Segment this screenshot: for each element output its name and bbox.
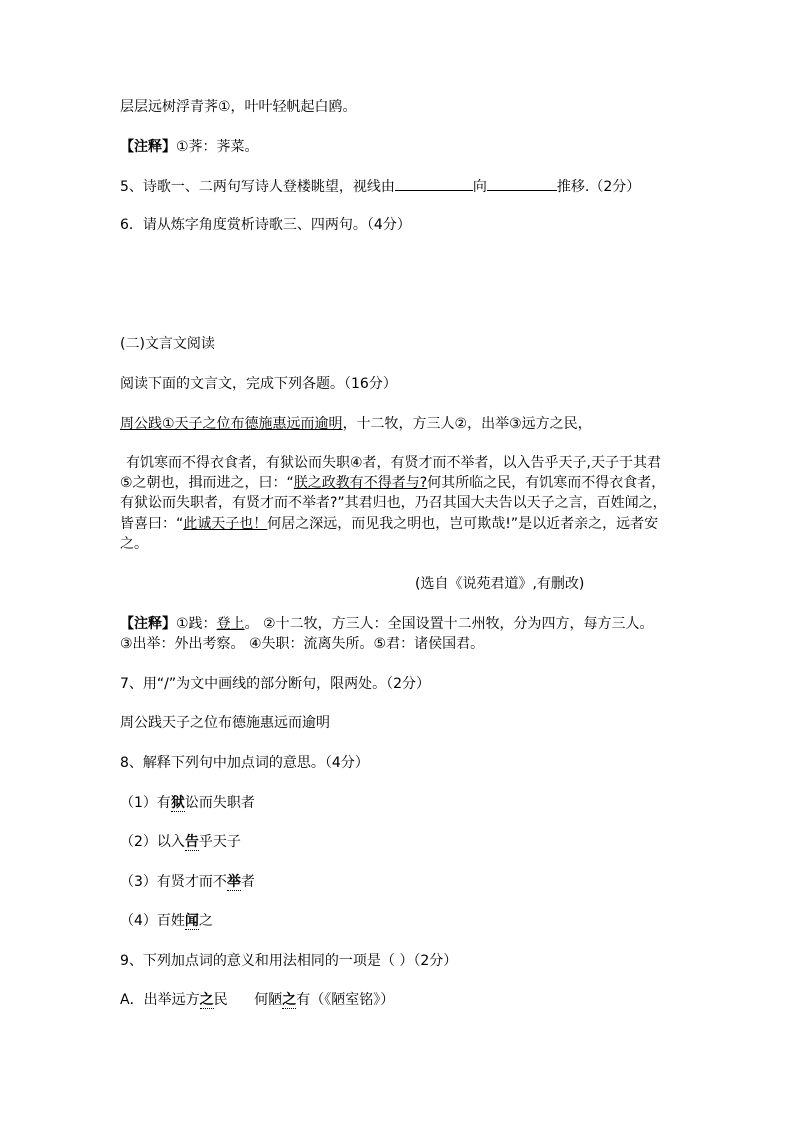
section-title: (二)文言文阅读 — [120, 336, 215, 352]
q5-mid: 向 — [472, 179, 487, 195]
item-text: 讼而失职者 — [184, 795, 255, 811]
dotted-word: 之 — [282, 992, 297, 1008]
passage-line-2: 有饥寒而不得衣食者，有狱讼而失职④者，有贤才而不举者，以入告乎天子,天子于其君 — [126, 455, 661, 471]
passage-source: (选自《说苑君道》,有删改) — [415, 576, 585, 592]
note-text-underlined: 登上 — [216, 616, 245, 632]
item-text: （2）以入 — [120, 834, 185, 850]
question-5 — [120, 176, 640, 197]
passage-text: 何其所临之民，有饥寒而不得衣食者， — [427, 475, 666, 491]
passage-line-3 — [120, 473, 665, 493]
dotted-word: 狱 — [170, 795, 185, 811]
q8-item-4 — [120, 911, 213, 931]
dotted-word: 闻 — [184, 913, 199, 929]
item-text: 乎天子 — [198, 834, 241, 850]
dotted-word: 告 — [184, 834, 199, 850]
item-text: （4）百姓 — [120, 913, 185, 929]
note-text: ①荠：荠菜。 — [176, 139, 259, 155]
passage-line-1 — [120, 414, 592, 434]
section-intro: 阅读下面的文言文，完成下列各题。（16分） — [120, 376, 397, 392]
q8-item-1 — [120, 793, 255, 813]
q8-item-2 — [120, 832, 241, 852]
underlined-sentence: 此诚天子也！ — [183, 516, 268, 532]
passage-line-5 — [120, 514, 658, 534]
q9-option-a — [120, 990, 394, 1010]
passage-line-6: 之。 — [120, 536, 148, 552]
dotted-word: 举 — [226, 874, 241, 890]
option-text: 民 何陋 — [213, 992, 283, 1008]
answer-blank-2[interactable] — [487, 176, 557, 191]
passage-text: ，十二牧，方三人②，出举③远方之民， — [342, 416, 592, 432]
question-8: 8、解释下列句中加点词的意思。（4分） — [120, 755, 369, 771]
note-label: 【注释】 — [120, 616, 176, 632]
note-text: 。 ②十二牧，方三人：全国设置十二州牧，分为四方，每方三人。 — [244, 616, 654, 632]
poem-line: 层层远树浮青荠①，叶叶轻帆起白鸥。 — [120, 99, 357, 115]
underlined-sentence: 周公践①天子之位布德施惠远而逾明 — [120, 416, 343, 432]
answer-blank-1[interactable] — [395, 176, 473, 191]
q5-post: 推移.（2分） — [556, 179, 641, 195]
note-text: ①践： — [176, 616, 217, 632]
question-7: 7、用“/”为文中画线的部分断句，限两处。（2分） — [120, 676, 431, 692]
question-7-text: 周公践天子之位布德施惠远而逾明 — [120, 715, 330, 731]
poem-note — [120, 137, 259, 157]
question-9: 9、下列加点词的意义和用法相同的一项是（ ）（2分） — [120, 953, 458, 969]
option-text: A．出举远方 — [120, 992, 200, 1008]
q5-pre: 5、诗歌一、二两句写诗人登楼眺望，视线由 — [120, 179, 395, 195]
dotted-word: 之 — [199, 992, 214, 1008]
item-text: （1）有 — [120, 795, 171, 811]
passage-notes-1 — [120, 614, 654, 634]
q8-item-3 — [120, 872, 255, 892]
passage-text: 皆喜曰：“ — [120, 516, 184, 532]
option-text: 有（《陋室铭》） — [296, 992, 395, 1008]
passage-line-4: 有狱讼而失职者，有贤才而不举者?”其君归也，乃召其国大夫告以天子之言，百姓闻之， — [120, 495, 667, 511]
item-text: （3）有贤才而不 — [120, 874, 227, 890]
passage-notes-2: ③出举：外出考察。 ④失职：流离失所。⑤君：诸侯国君。 — [120, 636, 485, 652]
passage-text: ⑤之朝也，揖而进之，曰：“ — [120, 475, 294, 491]
underlined-sentence: 朕之政教有不得者与? — [293, 475, 428, 491]
item-text: 者 — [240, 874, 255, 890]
item-text: 之 — [198, 913, 213, 929]
note-label: 【注释】 — [120, 139, 176, 155]
question-6: 6．请从炼字角度赏析诗歌三、四两句。（4分） — [120, 217, 411, 233]
passage-text: 何居之深远，而见我之明也，岂可欺哉!”是以近者亲之，远者安 — [267, 516, 659, 532]
